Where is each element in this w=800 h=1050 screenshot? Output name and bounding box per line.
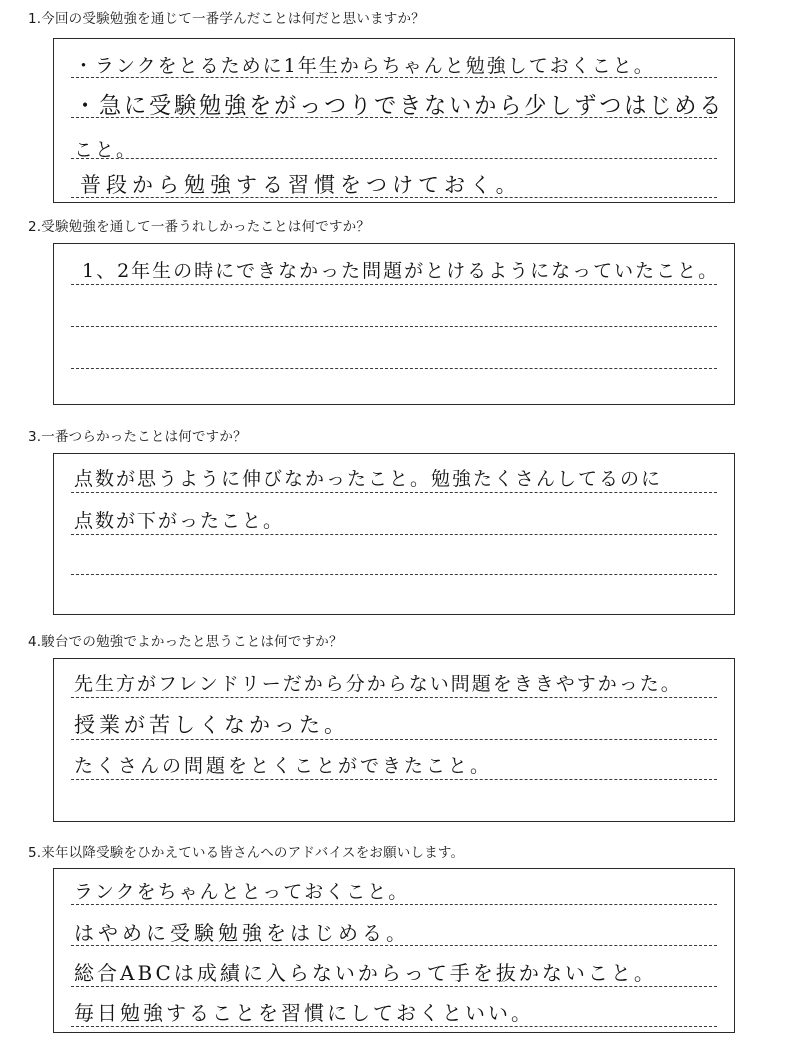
answer-line: [71, 326, 717, 327]
answer-text: はやめに受験勉強をはじめる。: [74, 921, 410, 945]
answer-text: ・急に受験勉強をがっつりできないから少しずつはじめる: [74, 93, 725, 119]
answer-text: ランクをちゃんととっておくこと。: [74, 881, 410, 903]
answer-box-3: [53, 453, 735, 615]
answer-line: [71, 904, 717, 905]
answer-line: [71, 574, 717, 575]
answer-line: [71, 284, 717, 285]
question-3: 3.一番つらかったことは何ですか？: [28, 429, 247, 445]
answer-box-4: [53, 658, 735, 822]
answer-box-2: [53, 243, 735, 405]
answer-line: [71, 158, 717, 159]
answer-text: 総合ABCは成績に入らないからって手を抜かないこと。: [74, 961, 657, 985]
answer-line: [71, 697, 717, 698]
question-2: 2.受験勉強を通して一番うれしかったことは何ですか？: [28, 219, 371, 235]
answer-text: 点数が下がったこと。: [74, 510, 285, 532]
answer-box-1: [53, 38, 735, 203]
answer-text: たくさんの問題をとくことができたこと。: [74, 755, 493, 777]
answer-text: 普段から勉強する習慣をつけておく。: [80, 173, 522, 197]
answer-text: 毎日勉強することを習慣にしておくといい。: [74, 1001, 534, 1025]
answer-line: [71, 1026, 717, 1027]
answer-line: [71, 534, 717, 535]
answer-line: [71, 986, 717, 987]
answer-text: 点数が思うように伸びなかったこと。勉強たくさんしてるのに: [74, 468, 663, 490]
question-5: 5.来年以降受験をひかえている皆さんへのアドバイスをお願いします。: [28, 845, 465, 861]
answer-text: 1、2年生の時にできなかった問題がとけるようになっていたこと。: [82, 260, 720, 282]
answer-line: [71, 779, 717, 780]
answer-text: こと。: [74, 139, 138, 161]
answer-line: [71, 739, 717, 740]
answer-text: ・ランクをとるために1年生からちゃんと勉強しておくこと。: [74, 55, 655, 77]
answer-text: 先生方がフレンドリーだから分からない問題をききやすかった。: [74, 673, 682, 695]
answer-text: 授業が苦しくなかった。: [74, 713, 349, 737]
question-1: 1.今回の受験勉強を通じて一番学んだことは何だと思いますか？: [28, 11, 425, 27]
answer-box-5: [53, 868, 735, 1033]
answer-line: [71, 368, 717, 369]
answer-line: [71, 492, 717, 493]
question-4: 4.駿台での勉強でよかったと思うことは何ですか？: [28, 634, 343, 650]
